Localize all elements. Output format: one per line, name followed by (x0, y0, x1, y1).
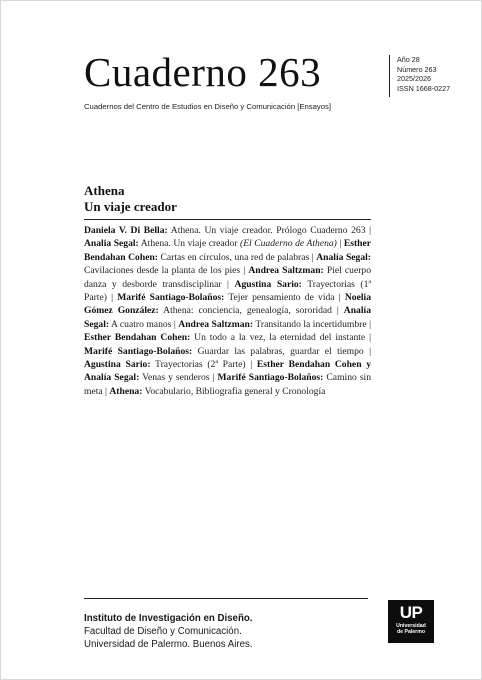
toc-author: Esther Bendahan Cohen y Analía Segal: (84, 359, 372, 384)
issue-meta (397, 55, 450, 93)
toc-work: Transitando la incertidumbre | (253, 318, 371, 330)
toc-author: Analía Segal: (316, 251, 371, 263)
title-divider (84, 219, 371, 220)
meta-year: Año 28 (397, 55, 420, 64)
toc-author: Marifé Santiago-Bolaños: (84, 345, 193, 357)
toc-entry (84, 346, 371, 357)
toc-author: Esther Bendahan Cohen: (84, 238, 371, 263)
toc-work: Tejer pensamiento de vida | (224, 292, 345, 304)
toc-author: Agustina Sario: (234, 278, 302, 290)
toc-author: Andrea Saltzman: (178, 318, 254, 330)
toc-work: Vocabulario, Bibliografía general y Cronología (142, 385, 326, 397)
toc-entry (117, 292, 345, 303)
institute-name: Instituto de Investigación en Diseño. (84, 613, 253, 624)
meta-number: Número 263 (397, 64, 437, 74)
toc-author: Daniela V. Di Bella: (84, 225, 168, 236)
journal-subtitle: Cuadernos del Centro de Estudios en Diseño y Comunicación [Ensayos] (84, 102, 331, 111)
toc-work: Venas y senderos | (139, 372, 218, 384)
up-logo (388, 600, 434, 643)
toc-author: Marifé Santiago-Bolaños: (117, 292, 225, 304)
logo-line1: Universidad (396, 623, 426, 629)
toc-work: Athena. Un viaje creador (138, 238, 240, 250)
toc-work: Un todo a la vez, la eternidad del instante | (190, 332, 371, 344)
toc-work-italic: (El Cuaderno de Athena) (240, 238, 337, 250)
toc-work: Piel cuerpo danza y desborde transdisciplinar | (84, 265, 372, 290)
toc-work: Cavilaciones desde la planta de los pies | (84, 265, 249, 277)
toc-work: Camino sin meta | (84, 372, 372, 397)
toc-author: Athena: (109, 385, 143, 397)
publisher-info (84, 612, 253, 651)
article-title (84, 183, 177, 215)
article-title-line2: Un viaje creador (84, 199, 177, 214)
toc-entry (109, 386, 325, 397)
toc-entry (84, 225, 371, 236)
footer-divider (84, 598, 368, 599)
meta-period: 2025/2026 (397, 74, 431, 84)
header-divider (389, 55, 390, 97)
toc-work: Trayectorias (1ª Parte) | (84, 278, 372, 304)
toc-work: Trayectorias (2ª Parte) | (150, 359, 257, 371)
toc-author: Noelia Gómez González: (84, 292, 371, 317)
toc-author: Andrea Saltzman: (248, 265, 324, 277)
toc-work: Athena. Un viaje creador. Prólogo Cuaderno 263 | (167, 225, 372, 236)
toc-author: Analía Segal: (84, 305, 371, 330)
toc-entry (84, 238, 344, 249)
article-title-line1: Athena (84, 183, 125, 198)
toc-author: Agustina Sario: (84, 359, 151, 371)
toc-separator: | (336, 238, 344, 250)
toc-entry (178, 319, 371, 330)
toc-author: Esther Bendahan Cohen: (84, 332, 191, 344)
journal-title: Cuaderno 263 (84, 49, 322, 95)
logo-line2: de Palermo (397, 629, 425, 635)
faculty-name: Facultad de Diseño y Comunicación. (84, 626, 242, 637)
toc-entry (84, 359, 257, 370)
toc-work: A cuatro manos | (109, 318, 179, 330)
table-of-contents (84, 224, 371, 398)
toc-author: Marifé Santiago-Bolaños: (217, 372, 324, 384)
logo-mark: UP (399, 603, 423, 622)
toc-work: Guardar las palabras, guardar el tiempo | (192, 345, 371, 357)
toc-work: Cartas en círculos, una red de palabras | (157, 251, 317, 263)
toc-work: Athena: conciencia, genealogía, sororidad | (158, 305, 344, 317)
toc-entry (84, 332, 371, 343)
toc-author: Analia Segal: (84, 238, 139, 250)
meta-issn: ISSN 1668-0227 (397, 83, 451, 93)
university-name: Universidad de Palermo. Buenos Aires. (84, 639, 253, 650)
